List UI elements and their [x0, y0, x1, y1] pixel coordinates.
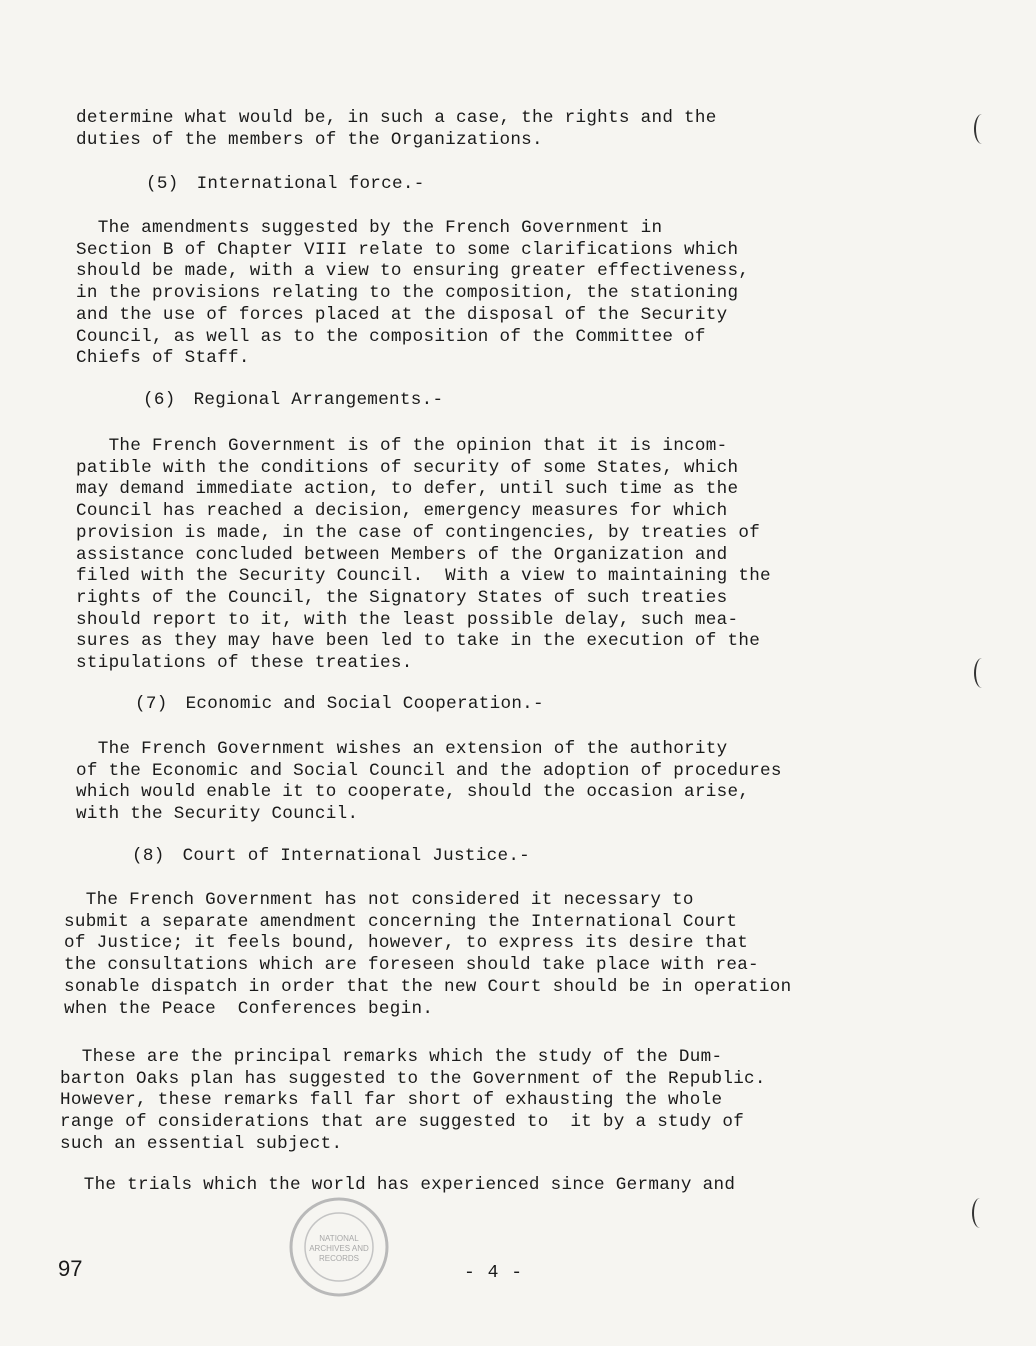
section-6-heading [143, 389, 443, 411]
punch-hole-mark-top [974, 114, 990, 144]
section-6-body: The French Government is of the opinion that it is incom- patible with the conditions of security of some States, which may demand immediate action, to defer, until such time as the Council has reached a decision, emergency measures for which provision is made, in the case of contingencies, by treaties of assistance concluded between Members of the Organization and filed with the Security Council. With a view to maintaining the rights of the Council, the Signatory States of such treaties should report to it, with the least possible delay, such mea- sures as they may have been led to take in the execution of the stipulations of these treaties. [76, 436, 771, 674]
file-number: 97 [58, 1256, 83, 1281]
archives-stamp-seal [286, 1194, 392, 1300]
section-7-title: Economic and Social Cooperation.- [185, 694, 544, 714]
section-5-heading [146, 173, 425, 195]
svg-text:ARCHIVES AND: ARCHIVES AND [309, 1244, 369, 1253]
svg-text:NATIONAL: NATIONAL [319, 1234, 359, 1243]
closing-paragraph-1: These are the principal remarks which the study of the Dum- barton Oaks plan has suggested to the Government of the Republic. However, these remarks fall far short of exhausting the whole range of considerations that are suggested to it by a study of such an essential subject. [60, 1047, 766, 1154]
section-5-number: (5) [146, 174, 179, 194]
svg-text:RECORDS: RECORDS [318, 1254, 360, 1263]
section-8-heading [132, 845, 530, 867]
section-6-title: Regional Arrangements.- [193, 390, 444, 410]
punch-hole-mark-bottom [972, 1198, 988, 1228]
section-8-body: The French Government has not considered it necessary to submit a separate amendment concerning the International Court of Justice; it feels bound, however, to express its desire that the consultations which are foreseen should take place with rea- sonable dispatch in order that the new Court should be in operation when the Peace Conferences begin. [64, 890, 792, 1019]
section-5-body: The amendments suggested by the French Government in Section B of Chapter VIII relate to some clarifications which should be made, with a view to ensuring greater effectiveness, in the provisions relating to the composition, the stationing and the use of forces placed at the disposal of the Security Council, as well as to the composition of the Committee of Chiefs of Staff. [76, 218, 750, 369]
page-number: - 4 - [464, 1263, 524, 1283]
section-7-number: (7) [135, 694, 168, 714]
intro-paragraph: determine what would be, in such a case, the rights and the duties of the members of the Organizations. [76, 108, 717, 150]
section-6-number: (6) [143, 390, 176, 410]
section-8-title: Court of International Justice.- [182, 846, 531, 866]
section-8-number: (8) [132, 846, 165, 866]
section-5-title: International force.- [196, 174, 425, 194]
section-7-body: The French Government wishes an extension of the authority of the Economic and Social Council and the adoption of procedures which would enable it to cooperate, should the occasion arise, with the Security Council. [76, 739, 782, 825]
punch-hole-mark-middle [974, 658, 990, 688]
section-7-heading [135, 693, 544, 715]
closing-paragraph-2: The trials which the world has experienced since Germany and [62, 1175, 736, 1195]
